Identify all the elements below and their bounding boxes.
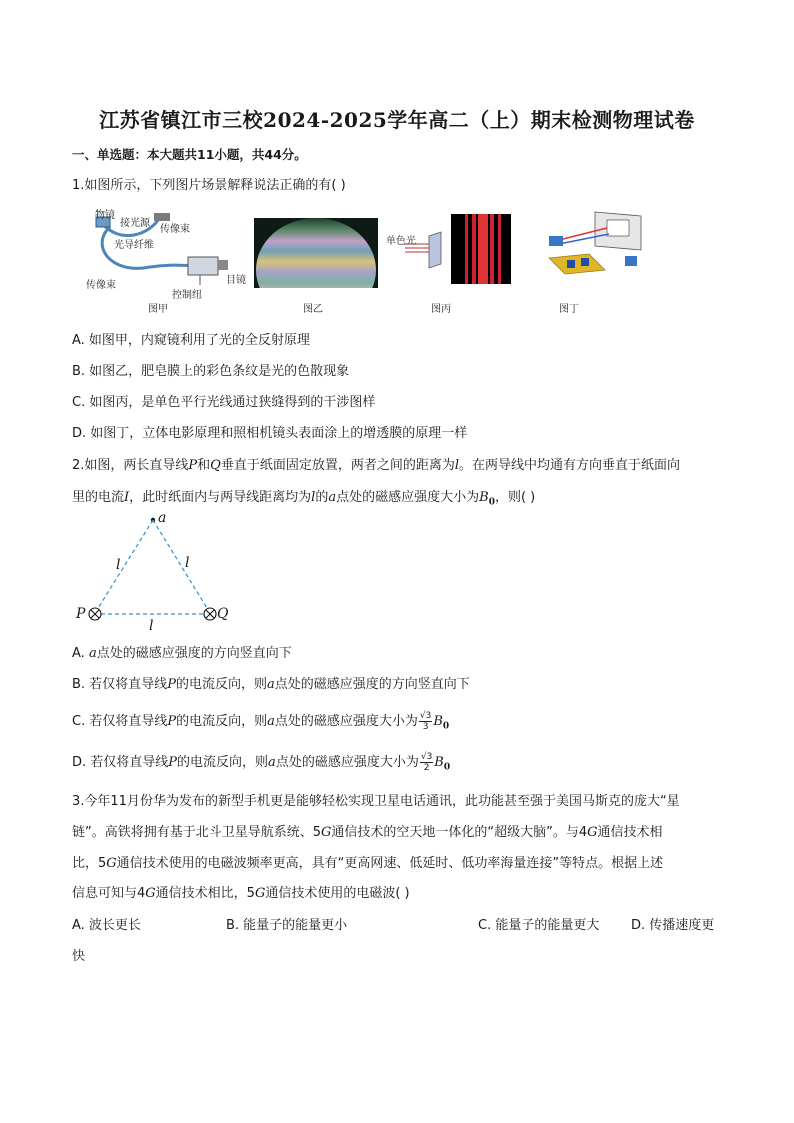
q3-option-a: A. 波长更长 — [72, 918, 141, 933]
fringe-central — [478, 214, 488, 284]
caption-fig-bing: 图丙 — [431, 304, 451, 315]
var-l: l — [311, 490, 316, 505]
q3-text: 链”。高铁将拥有基于北斗卫星导航系统、5 — [72, 825, 322, 840]
var-B0 — [479, 490, 495, 508]
q2-figure-triangle — [70, 510, 240, 635]
q3-option-d-wrap: 快 — [72, 949, 86, 964]
label-Q: Q — [217, 606, 229, 622]
q3-text: 通信技术使用的电磁波( ) — [265, 886, 410, 901]
label-optical-fiber: 光导纤维 — [114, 240, 154, 251]
q3-stem-line1: 3.今年11月份华为发布的新型手机更是能够轻松实现卫星电话通讯，此功能甚至强于美国马斯克的庞大“星 — [72, 794, 680, 809]
var-Q: Q — [210, 458, 221, 473]
label-l-bottom: l — [149, 618, 154, 634]
q2-text: 和 — [197, 458, 211, 473]
var-P: P — [167, 677, 176, 692]
label-eyepiece: 目镜 — [226, 275, 246, 286]
q1-figure-single-slit — [385, 212, 515, 292]
fraction-denominator: 3 — [422, 722, 429, 732]
q3-option-c: C. 能量子的能量更大 — [478, 918, 600, 933]
var-a: a — [88, 646, 97, 661]
var-P: P — [168, 755, 178, 770]
fraction-numerator: √3 — [420, 752, 433, 762]
var-B0 — [434, 755, 451, 773]
q2-text: 里的电流 — [72, 490, 125, 505]
var-B: B — [434, 755, 444, 770]
q1-option-b: B. 如图乙，肥皂膜上的彩色条纹是光的色散现象 — [72, 364, 350, 379]
label-l-right: l — [185, 555, 190, 571]
q3-text: 比，5 — [72, 856, 107, 871]
q3-text: 通信技术相比，5 — [155, 886, 255, 901]
option-text: 点处的磁感应强度的方向竖直向下 — [96, 646, 292, 661]
var-G: G — [254, 886, 266, 901]
caption-fig-yi: 图乙 — [303, 304, 323, 315]
q3-text: 信息可知与4 — [72, 886, 146, 901]
fringe-right-outer — [498, 214, 501, 284]
viewer-glasses-frame — [549, 254, 605, 274]
var-P: P — [188, 458, 198, 473]
eyepiece-knob — [218, 260, 228, 270]
projector-right — [625, 256, 637, 266]
q2-option-b — [72, 675, 470, 695]
caption-fig-ding: 图丁 — [559, 304, 579, 315]
var-P: P — [167, 714, 177, 729]
fringe-left-inner — [472, 214, 476, 284]
var-B: B — [479, 490, 489, 505]
option-text: 点处的磁感应强度的方向竖直向下 — [274, 677, 470, 692]
option-text: 的电流反向，则 — [175, 677, 267, 692]
caption-fig-jia: 图甲 — [148, 304, 168, 315]
q2-text: 的 — [315, 490, 329, 505]
q2-text: 。在两导线中均通有方向垂直于纸面向 — [459, 458, 681, 473]
option-text: D. 若仅将直导线 — [72, 755, 169, 770]
q2-text: 点处的磁感应强度大小为 — [336, 490, 480, 505]
var-G: G — [587, 825, 598, 840]
var-l: l — [454, 458, 460, 473]
var-a: a — [266, 677, 275, 692]
q3-text: 通信技术的空天地一体化的“超级大脑”。与4 — [331, 825, 588, 840]
label-objective: 物镜 — [95, 210, 115, 221]
subscript-0: 0 — [488, 497, 495, 508]
q3-option-b: B. 能量子的能量更小 — [226, 918, 348, 933]
q3-text: 通信技术使用的电磁波频率更高，具有“更高网速、低延时、低功率海量连接”等特点。根据上述 — [116, 856, 664, 871]
fringe-right-inner — [490, 214, 494, 284]
var-a: a — [328, 490, 337, 505]
label-light-source: 接光源 — [120, 218, 150, 229]
glasses-lens-left — [567, 260, 575, 268]
q1-option-d: D. 如图丁，立体电影原理和照相机镜头表面涂上的增透膜的原理一样 — [72, 426, 468, 441]
q2-stem-line1 — [72, 456, 680, 476]
glasses-lens-right — [581, 258, 589, 266]
screen-image — [607, 220, 629, 236]
option-text: A. — [72, 646, 89, 661]
option-text: 的电流反向，则 — [176, 714, 268, 729]
var-G: G — [321, 825, 332, 840]
q2-text: ，此时纸面内与两导线距离均为 — [129, 490, 312, 505]
q2-option-c — [72, 711, 449, 737]
q2-option-a — [72, 644, 292, 664]
q3-option-d: D. 传播速度更 — [631, 918, 715, 933]
wire-Q-symbol — [204, 608, 216, 620]
slit-plate — [429, 232, 441, 268]
subscript-0: 0 — [443, 762, 451, 773]
q2-text: 垂直于纸面固定放置，两者之间的距离为 — [220, 458, 455, 473]
side-left-dashed — [95, 520, 153, 613]
var-a: a — [267, 714, 275, 729]
subscript-0: 0 — [442, 721, 450, 732]
q1-option-a: A. 如图甲，内窥镜利用了光的全反射原理 — [72, 333, 310, 348]
q1-stem: 1.如图所示，下列图片场景解释说法正确的有( ) — [72, 178, 346, 193]
label-P: P — [76, 606, 86, 622]
q3-text: 通信技术相 — [597, 825, 663, 840]
label-control-knob: 控制纽 — [172, 290, 202, 301]
side-right-dashed — [153, 520, 210, 613]
var-G: G — [145, 886, 156, 901]
var-G: G — [106, 856, 117, 871]
option-text: 的电流反向，则 — [177, 755, 269, 770]
q2-option-d — [72, 752, 450, 778]
var-I: I — [124, 490, 130, 505]
fraction-sqrt3-over-3 — [419, 711, 432, 732]
wire-P-symbol — [89, 608, 101, 620]
q1-figure-3d-projection — [545, 210, 645, 292]
label-a: a — [158, 510, 167, 526]
q2-text: 2.如图，两长直导线 — [72, 458, 189, 473]
projector-left — [549, 236, 563, 246]
q2-text: ，则( ) — [494, 490, 536, 505]
fraction-sqrt3-over-2 — [420, 752, 433, 773]
fraction-numerator: √3 — [419, 711, 432, 721]
label-image-bundle-top: 传像束 — [160, 224, 190, 235]
var-a: a — [268, 755, 276, 770]
section-heading: 一、单选题：本大题共11小题，共44分。 — [72, 147, 307, 162]
q3-stem-line2 — [72, 823, 663, 843]
option-text: 点处的磁感应强度大小为 — [275, 755, 419, 770]
option-text: 点处的磁感应强度大小为 — [274, 714, 418, 729]
label-monochromatic-light: 单色光 — [386, 236, 416, 247]
label-l-left: l — [116, 557, 121, 573]
q3-stem-line3 — [72, 854, 663, 874]
eyepiece-body — [188, 257, 218, 275]
q2-stem-line2 — [72, 488, 535, 513]
var-B: B — [433, 714, 443, 729]
fraction-denominator: 2 — [423, 763, 430, 773]
q1-figure-soap-film — [254, 218, 378, 288]
fringe-left-outer — [465, 214, 468, 284]
page-title: 江苏省镇江市三校2024-2025学年高二（上）期末检测物理试卷 — [99, 108, 695, 132]
q1-option-c: C. 如图丙，是单色平行光线通过狭缝得到的干涉图样 — [72, 395, 376, 410]
option-text: C. 若仅将直导线 — [72, 714, 168, 729]
var-B0 — [433, 714, 450, 732]
label-image-bundle-left: 传像束 — [86, 280, 116, 291]
option-text: B. 若仅将直导线 — [72, 677, 168, 692]
q3-stem-line4 — [72, 884, 410, 904]
